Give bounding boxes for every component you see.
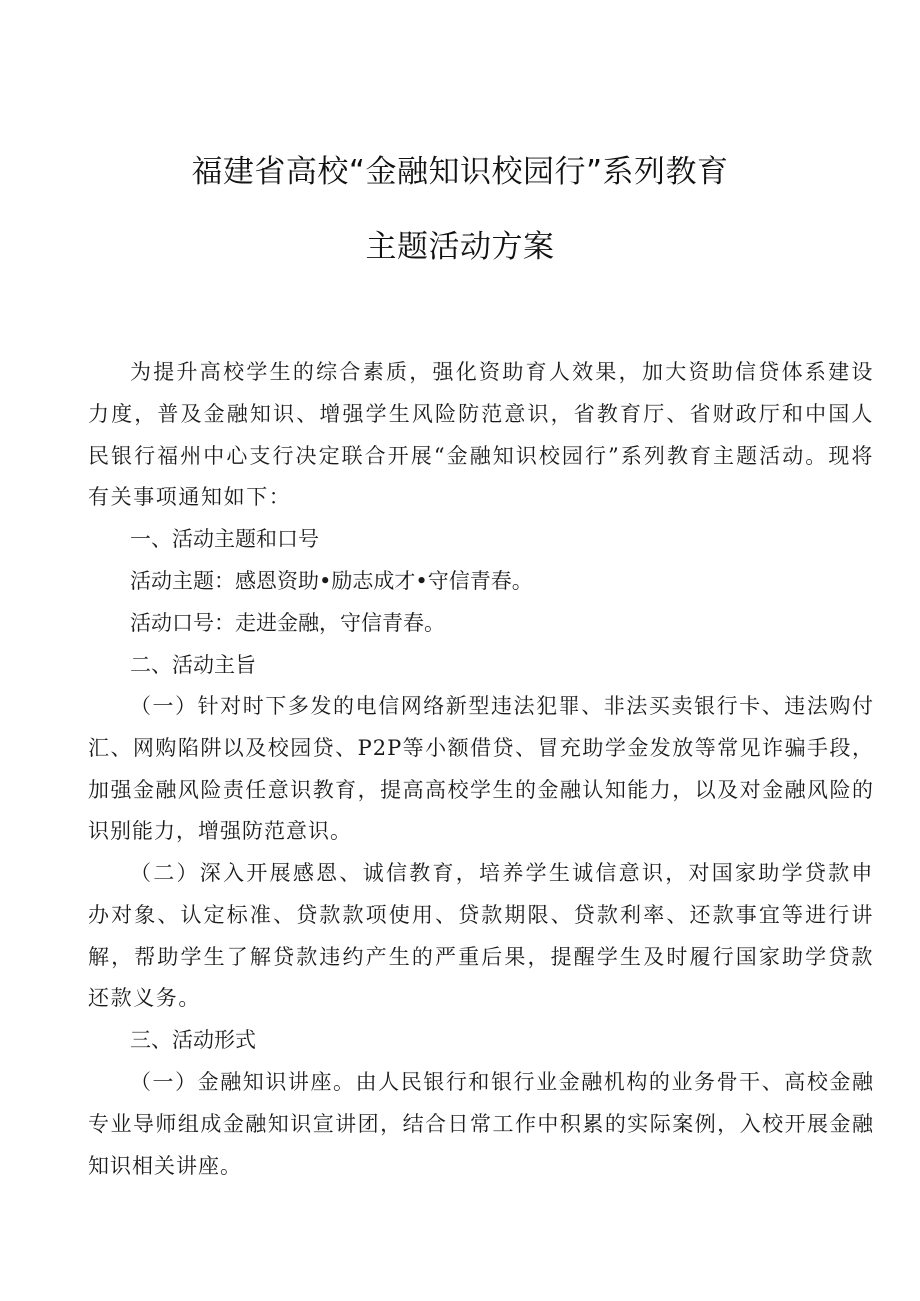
intro-paragraph: 为提升高校学生的综合素质，强化资助育人效果，加大资助信贷体系建设力度，普及金融知识、增强学生风险防范意识，省教育厅、省财政厅和中国人民银行福州中心支行决定联合开展“金融知识校园行”系列教育主题活动。现将有关事项通知如下： — [88, 360, 874, 510]
document-title-line-2: 主题活动方案 — [365, 229, 555, 265]
section-1-heading: 一、活动主题和口号 — [130, 527, 319, 551]
section-2-heading: 二、活动主旨 — [130, 653, 256, 677]
aim-2-paragraph: （二）深入开展感恩、诚信教育，培养学生诚信意识，对国家助学贷款申办对象、认定标准、贷款款项使用、贷款期限、贷款利率、还款事宜等进行讲解，帮助学生了解贷款违约产生的严重后果，提醒学生及时履行国家助学贷款还款义务。 — [88, 861, 874, 1011]
form-1-paragraph: （一）金融知识讲座。由人民银行和银行业金融机构的业务骨干、高校金融专业导师组成金融知识宣讲团，结合日常工作中积累的实际案例，入校开展金融知识相关讲座。 — [88, 1070, 874, 1178]
section-3-heading: 三、活动形式 — [130, 1028, 256, 1052]
document-title-line-1: 福建省高校“金融知识校园行”系列教育 — [191, 154, 729, 190]
activity-slogan: 活动口号：走进金融，守信青春。 — [130, 611, 445, 635]
activity-theme: 活动主题：感恩资助•励志成才•守信青春。 — [130, 569, 533, 593]
aim-1-paragraph: （一）针对时下多发的电信网络新型违法犯罪、非法买卖银行卡、违法购付汇、网购陷阱以及校园贷、P2P等小额借贷、冒充助学金发放等常见诈骗手段，加强金融风险责任意识教育，提高高校学生的金融认知能力，以及对金融风险的识别能力，增强防范意识。 — [88, 694, 874, 844]
